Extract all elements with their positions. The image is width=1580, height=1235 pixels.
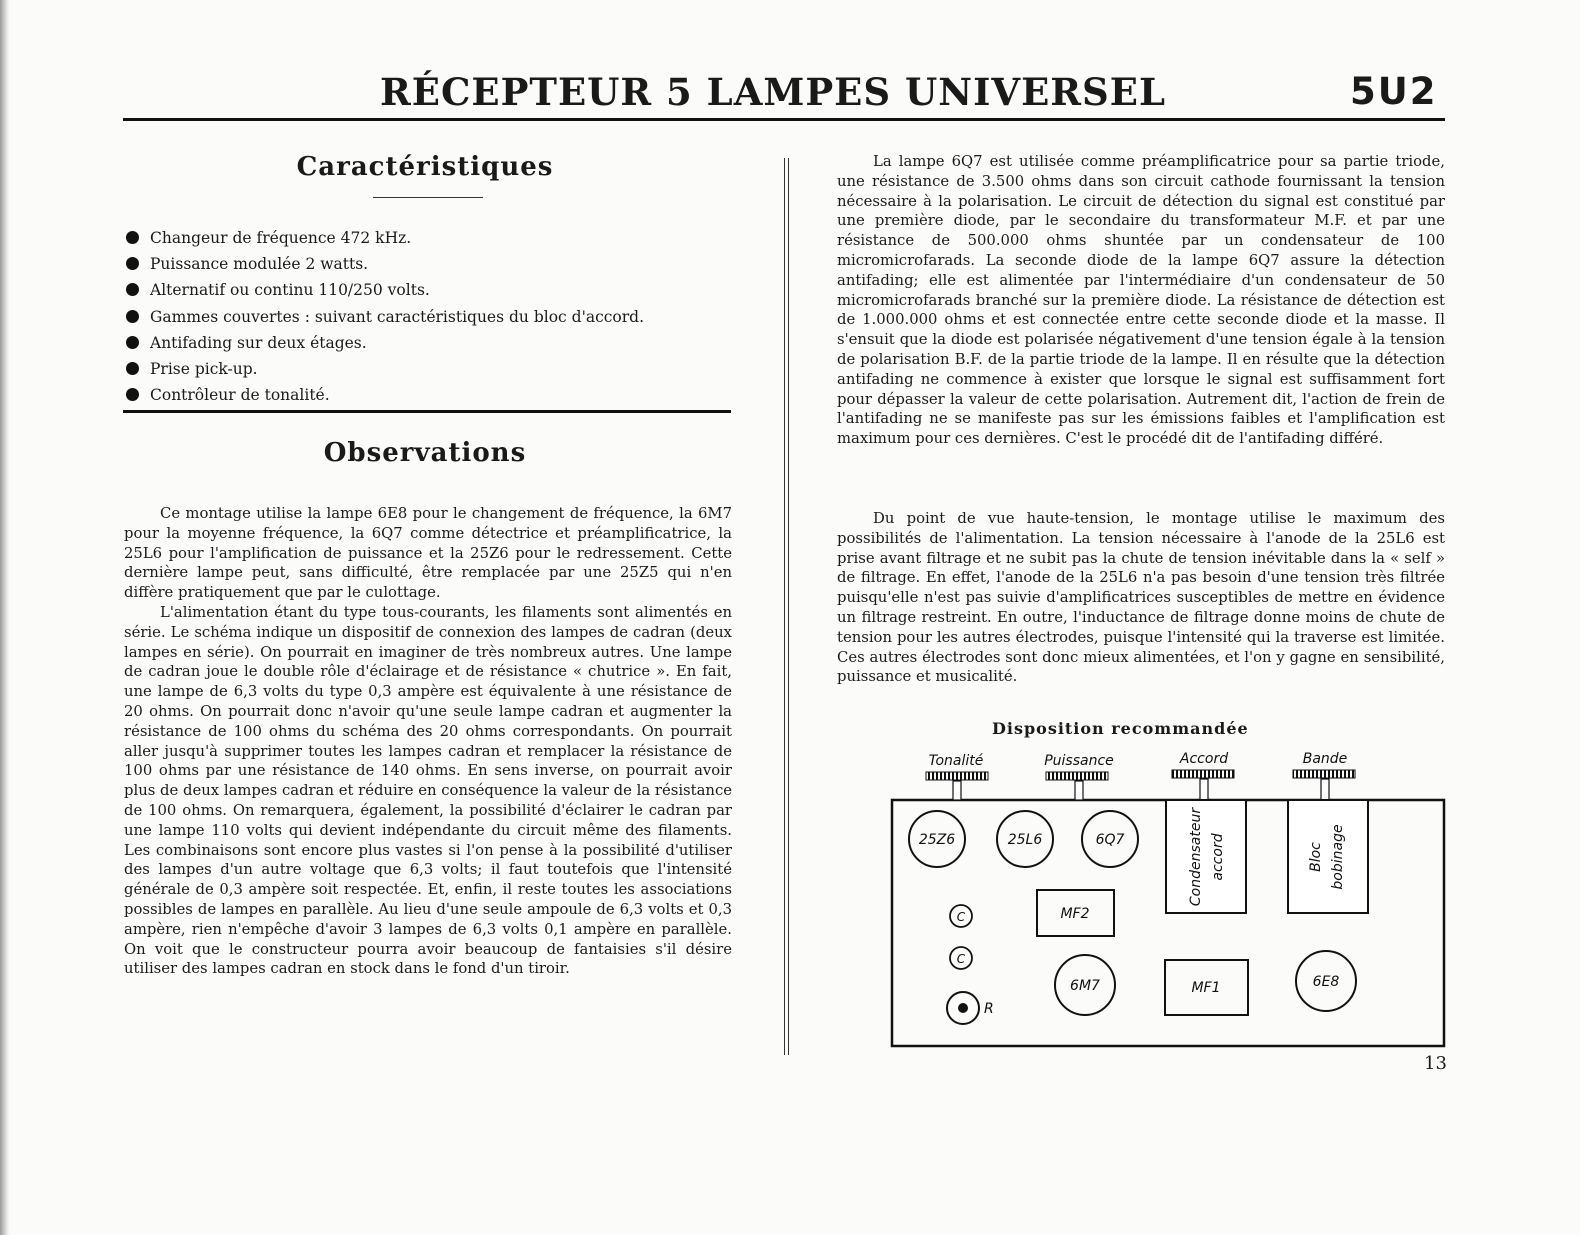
heading-caracteristiques: Caractéristiques [296,152,554,182]
list-item: Gammes couvertes : suivant caractéristiques du bloc d'accord. [126,304,644,330]
heading-observations: Observations [323,438,527,468]
tube-25l6 [997,811,1053,867]
control-label: Bande [1302,751,1348,767]
bullet-icon [126,231,139,244]
features-list [126,225,644,408]
control-label: Tonalité [928,753,984,769]
scan-edge [0,0,10,1235]
paragraph: L'alimentation étant du type tous-courants, les filaments sont alimentés en série. Le schéma indique un dispositif de connexion des lampes de cadran (deux lampes en série). On pourrait en imaginer de très nombreux autres. Une lampe de cadran joue le double rôle d'éclairage et de résistance « chutrice ». En fait, une lampe de 6,3 volts du type 0,3 ampère est équivalente à une résistance de 20 ohms. On pourrait donc n'avoir qu'une seule lampe cadran et augmenter la résistance de 100 ohms du schéma des 20 ohms correspondants. On pourrait aller jusqu'à supprimer toutes les lampes cadran et remplacer la résistance de 100 ohms par une résistance de 140 ohms. En sens inverse, on pourrait avoir plus de deux lampes cadran et réduire en conséquence la valeur de la résistance de 100 ohms. On remarquera, également, la possibilité d'éclairer le cadran par une lampe 110 volts qui devient indépendante du circuit même des filaments. Les combinaisons sont encore plus vastes si l'on pense à la possibilité d'utiliser des lampes d'un autre voltage que 6,3 volts; il faut toutefois que l'intensité générale de 0,3 ampère soit respectée. Et, enfin, il reste toutes les associations possibles de lampes en parallèle. Au lieu d'une seule ampoule de 6,3 volts et 0,3 ampère, rien n'empêche d'avoir 3 lampes de 6,3 volts 0,1 ampère en parallèle. On voit que le constructeur pourra avoir beaucoup de fantaisies s'il désire utiliser des lampes cadran en stock dans le fond d'un tiroir. [124,603,732,978]
condensateur-accord [1166,800,1246,913]
list-item: Antifading sur deux étages. [126,330,644,356]
terminal-c [950,947,972,969]
bullet-icon [126,310,139,323]
page-number: 13 [1424,1053,1447,1074]
heading-underline [373,197,483,198]
list-item: Alternatif ou continu 110/250 volts. [126,277,644,303]
paragraph: Du point de vue haute-tension, le montage utilise le maximum des possibilités de l'alimentation. La tension nécessaire à l'anode de la 25L6 est prise avant filtrage et ne subit pas la chute de tension inévitable dans la « self » de filtrage. En effet, l'anode de la 25L6 n'a pas besoin d'une tension très filtrée puisqu'elle n'est pas suivie d'amplificatrices susceptibles de mettre en évidence un filtrage restreint. En outre, l'inductance de filtrage donne moins de chute de tension pour les autres électrodes, puisque l'intensité qui la traverse est limitée. Ces autres électrodes sont donc mieux alimentées, et l'on y gagne en sensibilité, puissance et musicalité. [837,510,1445,686]
diagram-title: Disposition recommandée [992,719,1249,738]
svg-text:25Z6: 25Z6 [918,832,956,848]
transformer-mf2 [1037,890,1114,936]
svg-text:C: C [956,910,966,924]
svg-text:Condensateur: Condensateur [1188,807,1204,907]
bloc-bobinage [1288,800,1368,913]
observations-text-right [837,152,1445,449]
svg-text:6M7: 6M7 [1070,978,1100,994]
section-rule [123,410,731,413]
observations-text-right-2 [837,509,1445,687]
tube-6q7 [1082,811,1138,867]
svg-text:Bloc: Bloc [1308,842,1324,872]
svg-text:accord: accord [1210,833,1226,881]
control-label: Accord [1179,751,1229,767]
control-accord [1172,751,1234,800]
layout-diagram [880,745,1450,1055]
tube-25z6 [909,811,965,867]
terminal-c [950,905,972,927]
list-item: Prise pick-up. [126,356,644,382]
control-tonalite [926,753,988,800]
list-item: Contrôleur de tonalité. [126,382,644,408]
bullet-icon [126,388,139,401]
column-divider [784,158,789,1055]
tube-6m7 [1055,955,1115,1015]
svg-text:MF1: MF1 [1191,980,1221,996]
tube-6e8 [1296,951,1356,1011]
svg-text:C: C [956,952,966,966]
transformer-mf1 [1165,960,1248,1015]
page-title: RÉCEPTEUR 5 LAMPES UNIVERSEL [380,70,1166,114]
svg-text:6Q7: 6Q7 [1095,832,1125,848]
control-bande [1293,751,1355,800]
svg-text:R: R [984,1001,994,1017]
model-code: 5U2 [1350,70,1438,113]
control-label: Puissance [1044,753,1114,769]
paragraph: Ce montage utilise la lampe 6E8 pour le changement de fréquence, la 6M7 pour la moyenne fréquence, la 6Q7 comme détectrice et préamplificatrice, la 25L6 pour l'amplification de puissance et la 25Z6 pour le redressement. Cette dernière lampe peut, sans difficulté, être remplacée par une 25Z5 qui n'en diffère pratiquement que par le culottage. [124,505,732,602]
svg-text:MF2: MF2 [1060,906,1090,922]
bullet-icon [126,283,139,296]
bullet-icon [126,257,139,270]
svg-text:6E8: 6E8 [1312,974,1340,990]
svg-text:25L6: 25L6 [1007,832,1043,848]
paragraph: La lampe 6Q7 est utilisée comme préamplificatrice pour sa partie triode, une résistance de 3.500 ohms dans son circuit cathode fournissant la tension nécessaire à la polarisation. Le circuit de détection du signal est constitué par une première diode, par le secondaire du transformateur M.F. et par une résistance de 500.000 ohms shuntée par un condensateur de 100 micromicrofarads. La seconde diode de la lampe 6Q7 assure la détection antifading; elle est alimentée par l'intermédiaire d'un condensateur de 50 micromicrofarads branché sur la première diode. La résistance de détection est de 1.000.000 ohms et est connectée entre cette seconde diode et la masse. Il s'ensuit que la diode est polarisée négativement d'une tension égale à la tension de polarisation B.F. de la partie triode de la lampe. Il en résulte que la détection antifading ne commence à exister que lorsque le signal est suffisamment fort pour dépasser la valeur de cette polarisation. Autrement dit, l'action de frein de l'antifading ne se manifeste pas sur les émissions faibles et l'amplification est maximum pour ces dernières. C'est le procédé dit de l'antifading différé. [837,153,1445,448]
header-rule [123,118,1445,121]
list-item: Changeur de fréquence 472 kHz. [126,225,644,251]
control-puissance [1044,753,1114,800]
list-item: Puissance modulée 2 watts. [126,251,644,277]
bullet-icon [126,336,139,349]
svg-text:bobinage: bobinage [1330,824,1346,890]
observations-text-left [124,504,732,979]
bullet-icon [126,362,139,375]
jack-r [947,992,994,1024]
